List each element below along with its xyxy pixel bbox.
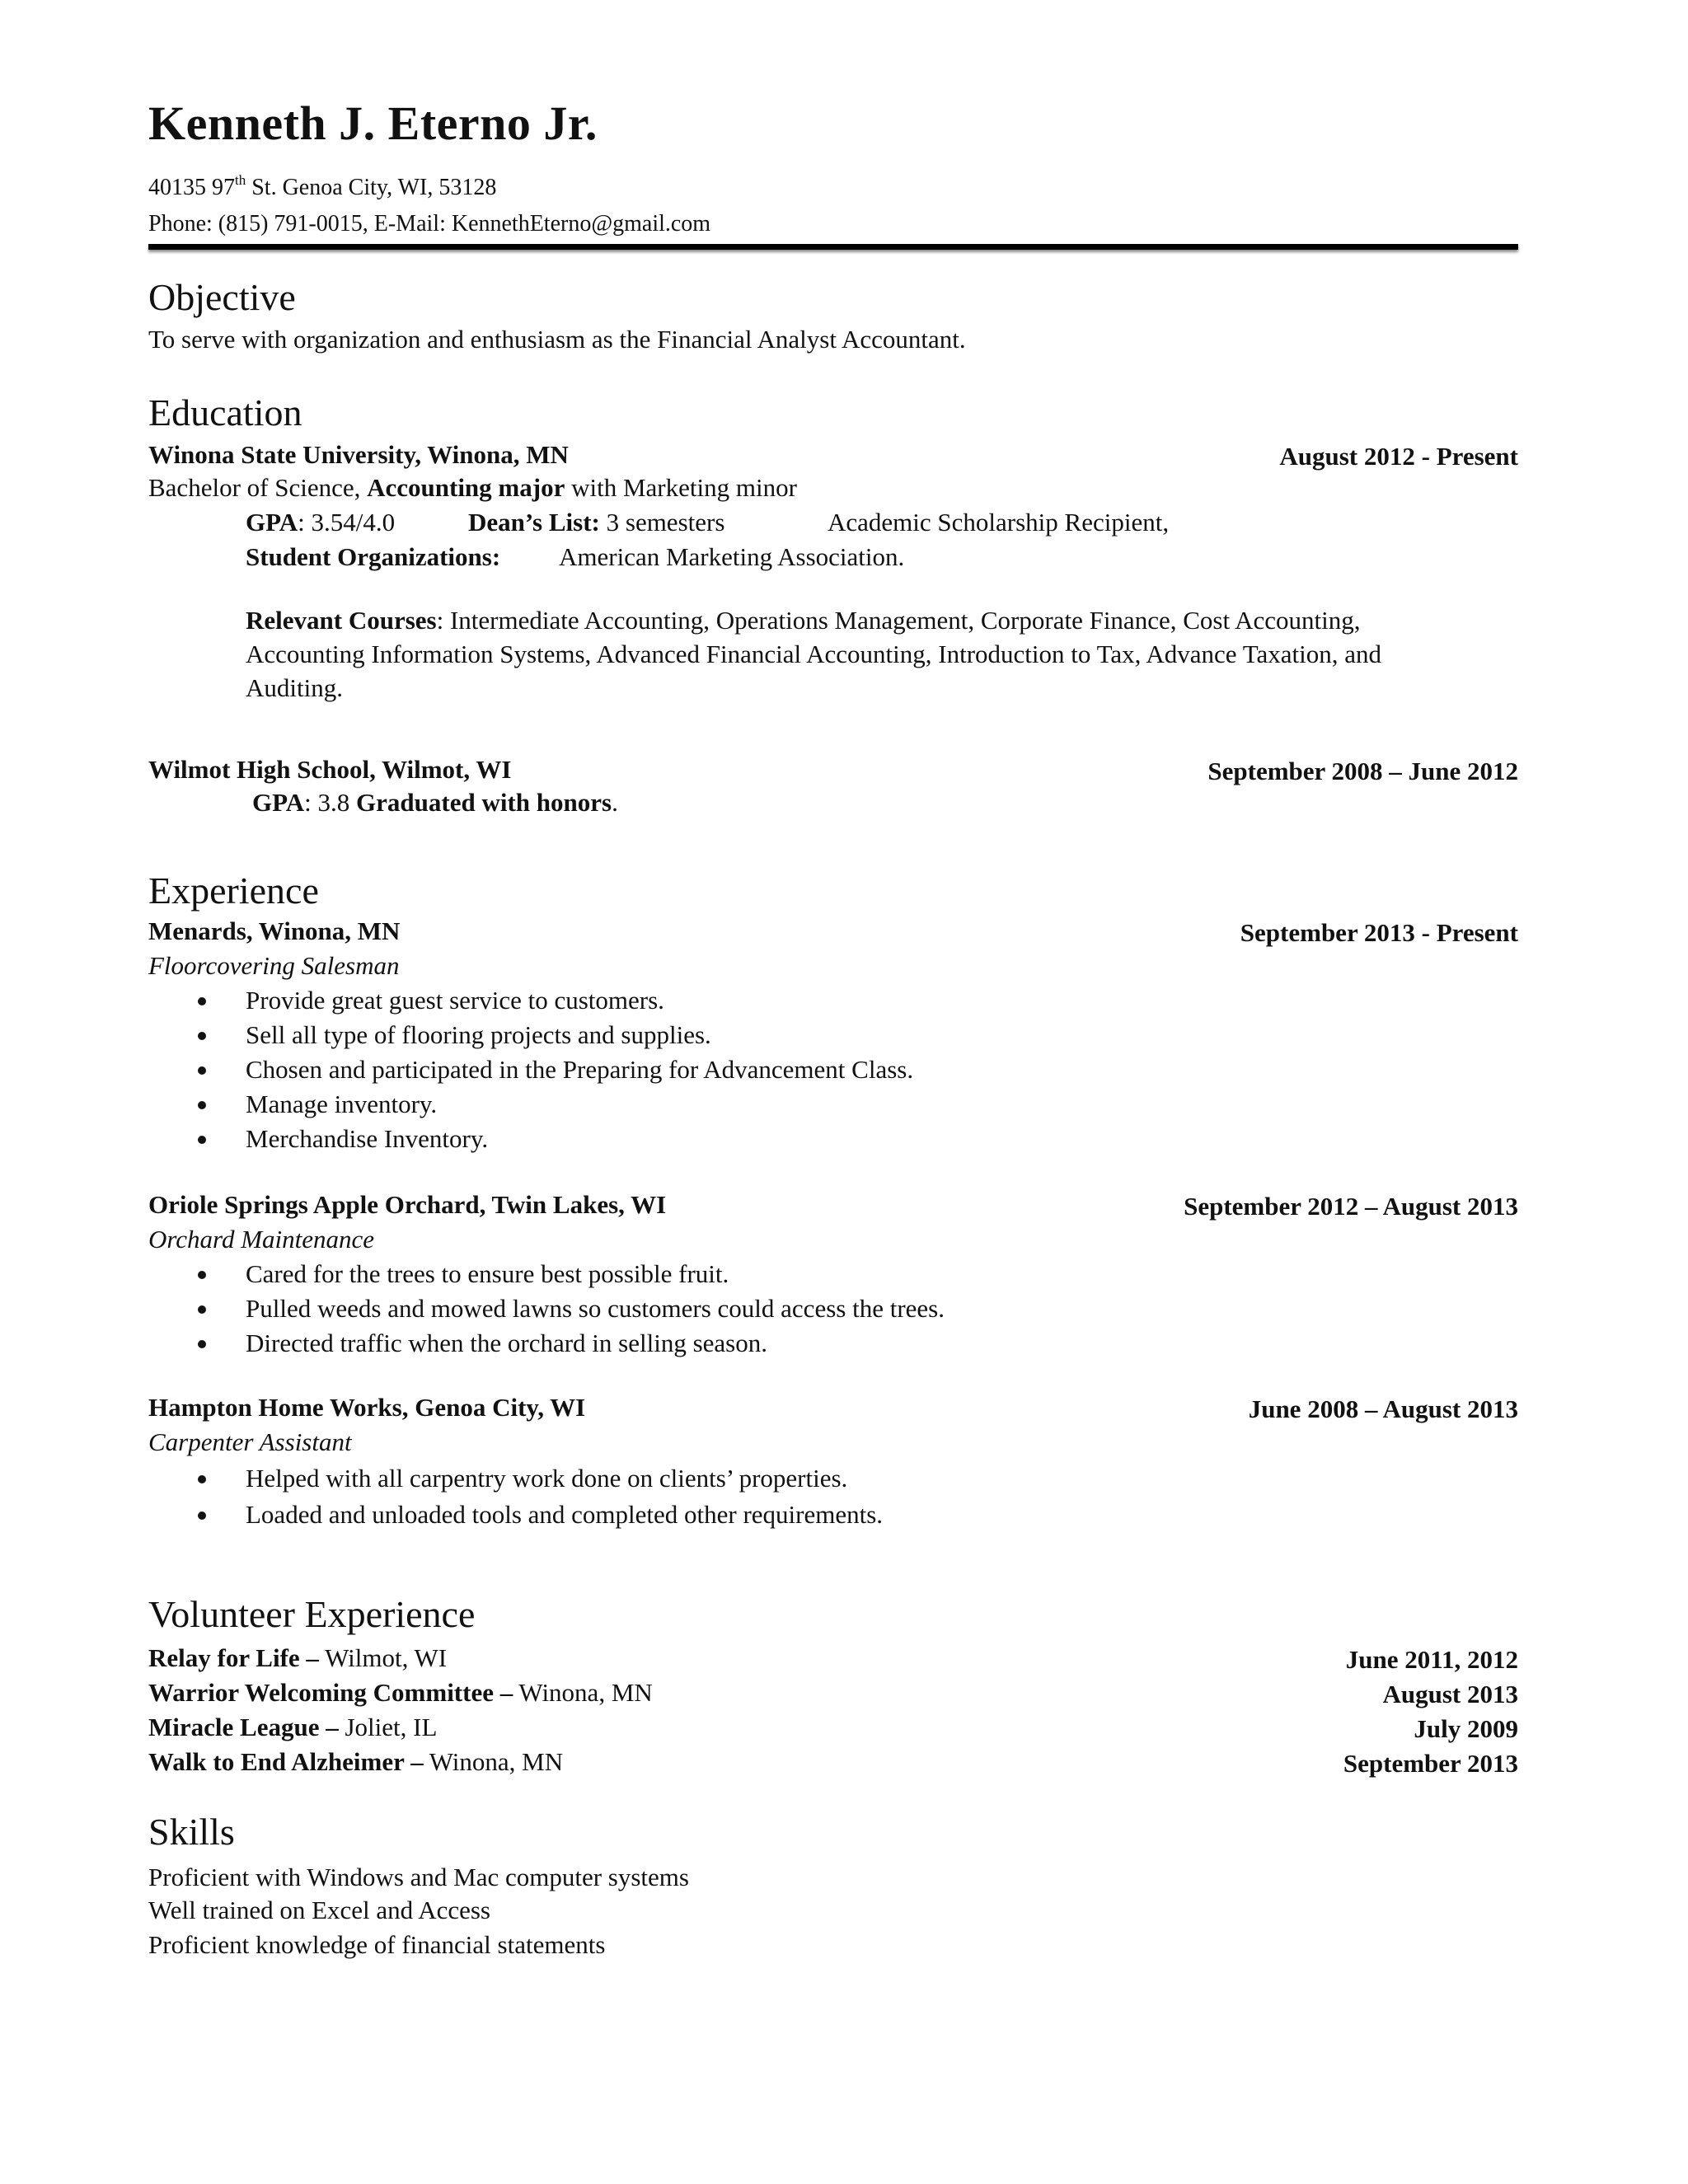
bullet-icon: [198, 1032, 206, 1040]
bullet-icon: [198, 1511, 206, 1520]
job-bullet: Cared for the trees to ensure best possible fruit.: [246, 1259, 729, 1288]
job-bullet: Sell all type of flooring projects and supplies.: [246, 1020, 711, 1049]
degree-major: Accounting major: [367, 473, 565, 502]
job-bullet: Merchandise Inventory.: [246, 1124, 489, 1153]
bullet-icon: [198, 1136, 206, 1144]
winona-dates: August 2012 - Present: [1279, 442, 1518, 471]
job-bullet: Provide great guest service to customers.: [246, 986, 664, 1015]
address-suffix: th: [235, 172, 246, 188]
job-title: Carpenter Assistant: [148, 1427, 352, 1456]
volunteer-item: [148, 1680, 653, 1705]
job-dates: September 2013 - Present: [1240, 918, 1518, 947]
job-bullet: Helped with all carpentry work done on clients’ properties.: [246, 1464, 848, 1493]
job-bullet: Manage inventory.: [246, 1090, 438, 1118]
skill-item: Proficient knowledge of financial statements: [148, 1930, 606, 1959]
bullet-icon: [198, 1475, 206, 1483]
volunteer-dates: July 2009: [1414, 1714, 1518, 1743]
bullet-icon: [198, 1305, 206, 1314]
bullet-icon: [198, 1101, 206, 1109]
experience-heading: Experience: [148, 869, 319, 912]
volunteer-org: Warrior Welcoming Committee –: [148, 1678, 513, 1707]
orgs-value: American Marketing Association.: [559, 542, 905, 571]
winona-school: Winona State University, Winona, MN: [148, 440, 569, 469]
volunteer-item: [148, 1749, 563, 1774]
deans-list: [468, 509, 724, 535]
bullet-icon: [198, 1271, 206, 1279]
volunteer-dates: September 2013: [1343, 1749, 1518, 1778]
job-employer: Menards, Winona, MN: [148, 916, 401, 945]
winona-gpa: [246, 509, 395, 535]
wilmot-honors-end: .: [612, 788, 618, 817]
wilmot-gpa: [252, 790, 618, 815]
address-rest: St. Genoa City, WI, 53128: [246, 175, 497, 200]
job-employer: Oriole Springs Apple Orchard, Twin Lakes, WI: [148, 1190, 667, 1219]
job-dates: June 2008 – August 2013: [1248, 1394, 1518, 1423]
wilmot-honors: Graduated with honors: [356, 788, 612, 817]
bullet-icon: [198, 1066, 206, 1075]
deans-label: Dean’s List:: [468, 508, 600, 537]
volunteer-dates: June 2011, 2012: [1345, 1645, 1518, 1674]
address-line: [148, 172, 497, 201]
objective-heading: Objective: [148, 276, 296, 318]
wilmot-gpa-label: GPA: [252, 788, 305, 817]
job-bullet: Directed traffic when the orchard in selling season.: [246, 1329, 767, 1357]
volunteer-place: Joliet, IL: [338, 1713, 438, 1741]
volunteer-org: Relay for Life –: [148, 1643, 319, 1672]
volunteer-place: Wilmot, WI: [318, 1643, 448, 1672]
job-employer: Hampton Home Works, Genoa City, WI: [148, 1393, 586, 1422]
orgs-label: Student Organizations:: [246, 542, 501, 571]
wilmot-school: Wilmot High School, Wilmot, WI: [148, 755, 512, 784]
wilmot-gpa-value: : 3.8: [304, 788, 357, 817]
bullet-icon: [198, 1340, 206, 1348]
job-bullet: Loaded and unloaded tools and completed other requirements.: [246, 1500, 884, 1529]
degree-pre: Bachelor of Science,: [148, 473, 368, 502]
courses-label: Relevant Courses: [246, 606, 437, 635]
gpa-value: : 3.54/4.0: [298, 508, 396, 537]
winona-degree: [148, 475, 797, 500]
volunteer-item: [148, 1714, 437, 1740]
contact-line: Phone: (815) 791-0015, E-Mail: KennethEterno@gmail.com: [148, 211, 711, 237]
gpa-label: GPA: [246, 508, 298, 537]
skill-item: Well trained on Excel and Access: [148, 1896, 490, 1924]
volunteer-org: Walk to End Alzheimer –: [148, 1747, 424, 1776]
job-title: Floorcovering Salesman: [148, 951, 400, 980]
wilmot-dates: September 2008 – June 2012: [1207, 757, 1518, 785]
relevant-courses: [246, 603, 1482, 705]
bullet-icon: [198, 997, 206, 1005]
volunteer-place: Winona, MN: [513, 1678, 653, 1707]
skill-item: Proficient with Windows and Mac computer systems: [148, 1863, 689, 1891]
job-title: Orchard Maintenance: [148, 1225, 375, 1254]
volunteer-heading: Volunteer Experience: [148, 1593, 476, 1635]
deans-value: 3 semesters: [599, 508, 725, 537]
volunteer-org: Miracle League –: [148, 1713, 339, 1741]
degree-post: with Marketing minor: [565, 473, 797, 502]
skills-heading: Skills: [148, 1811, 235, 1853]
volunteer-dates: August 2013: [1382, 1680, 1518, 1708]
job-bullet: Pulled weeds and mowed lawns so customers could access the trees.: [246, 1294, 945, 1323]
objective-text: To serve with organization and enthusiasm as the Financial Analyst Accountant.: [148, 325, 966, 354]
job-bullet: Chosen and participated in the Preparing for Advancement Class.: [246, 1055, 914, 1084]
volunteer-item: [148, 1645, 447, 1671]
scholarship: Academic Scholarship Recipient,: [828, 508, 1170, 537]
volunteer-place: Winona, MN: [423, 1747, 564, 1776]
job-dates: September 2012 – August 2013: [1184, 1192, 1518, 1221]
courses-value: : Intermediate Accounting, Operations Management, Corporate Finance, Cost Accounting, Accounting Information Systems, Advanced Financial Accounting, Introduction to Tax, Advance Taxation, and Auditing.: [246, 606, 1382, 702]
education-heading: Education: [148, 391, 302, 434]
resume-name: Kenneth J. Eterno Jr.: [148, 96, 598, 150]
address-number: 40135 97: [148, 175, 235, 200]
header-divider: [148, 244, 1518, 250]
